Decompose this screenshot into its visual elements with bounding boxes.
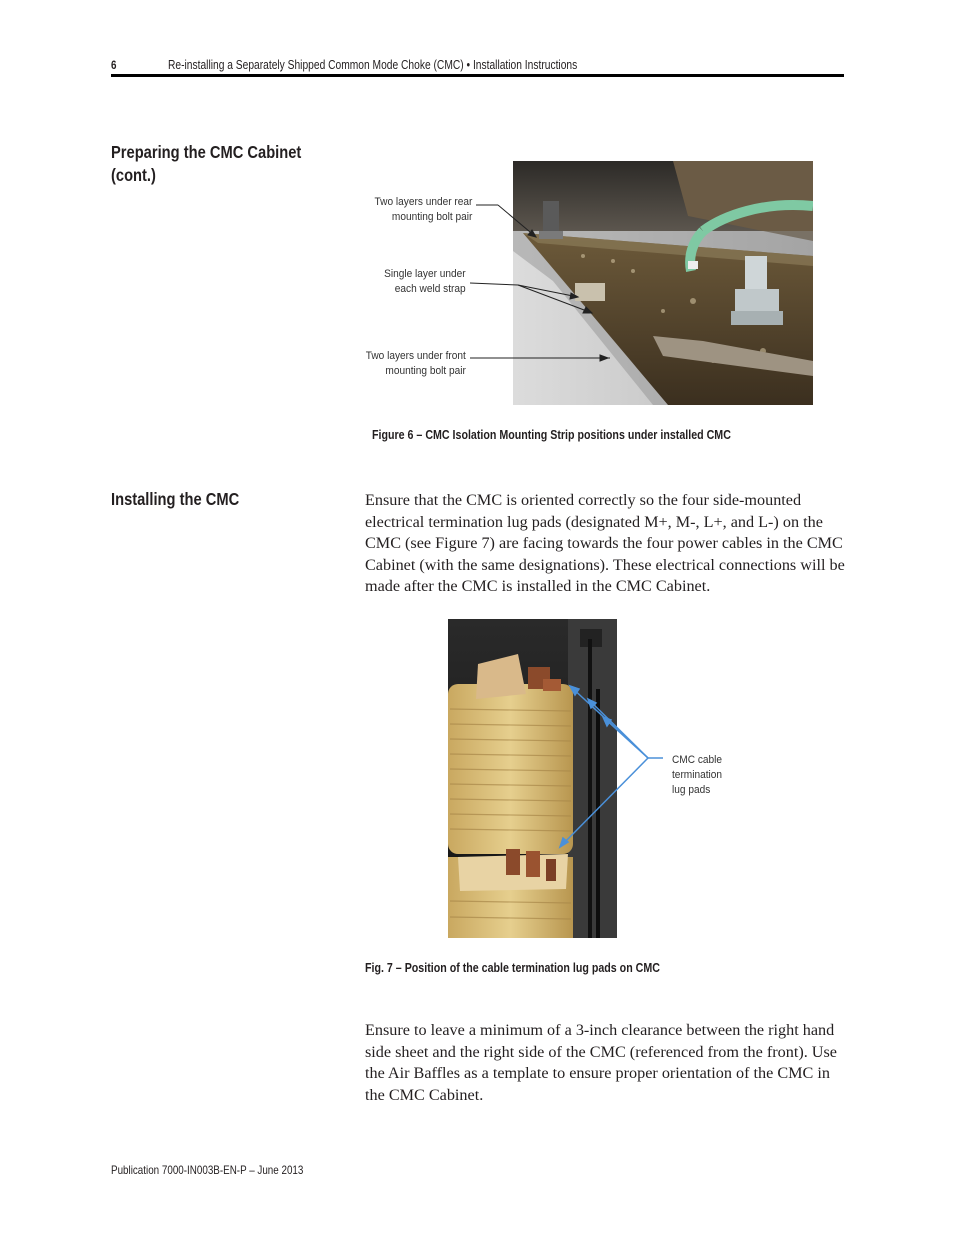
page-number: 6 <box>111 58 117 72</box>
header-rule <box>111 74 844 77</box>
figure-7-caption: Fig. 7 – Position of the cable termination lug pads on CMC <box>365 960 660 975</box>
callout-lug-line-2: termination <box>672 769 723 781</box>
callout-lug-line-3: lug pads <box>672 784 711 796</box>
section-heading-preparing <box>111 141 301 187</box>
callout-lug-line-1: CMC cable <box>672 754 723 766</box>
callout-weld-line-1: Single layer under <box>384 268 466 280</box>
heading-line-2: (cont.) <box>111 165 156 185</box>
installing-paragraph-orientation: Ensure that the CMC is oriented correctly so the four side-mounted electrical termination lug pads (designated M+, M-, L+, and L-) on the CMC (see Figure 7) are facing towards the four power cables in the CMC Cabinet (with the same designations). These electrical connections will be made after the CMC is installed in the CMC Cabinet. <box>365 491 845 596</box>
running-header-title: Re-installing a Separately Shipped Common Mode Choke (CMC) • Installation Instructions <box>168 58 578 72</box>
callout-rear-bolts <box>374 195 472 225</box>
heading-line-1: Preparing the CMC Cabinet <box>111 142 302 162</box>
section-heading-installing: Installing the CMC <box>111 489 240 509</box>
callout-weld-line-2: each weld strap <box>395 283 466 295</box>
callout-rear-line-2: mounting bolt pair <box>391 211 472 223</box>
installing-paragraph-clearance: Ensure to leave a minimum of a 3-inch clearance between the right hand side sheet and the right side of the CMC (referenced from the front). Use the Air Baffles as a template to ensure proper orientation of the CMC in the CMC Cabinet. <box>365 1021 837 1104</box>
footer-publication: Publication 7000-IN003B-EN-P – June 2013 <box>111 1163 304 1177</box>
callout-front-line-1: Two layers under front <box>365 350 466 362</box>
callout-lug-pads <box>672 753 722 798</box>
figure-6-caption: Figure 6 – CMC Isolation Mounting Strip positions under installed CMC <box>372 427 731 442</box>
figure-7-arrows <box>448 619 678 938</box>
figure-6-leader-lines <box>470 195 610 375</box>
callout-front-bolts <box>366 349 466 379</box>
callout-front-line-2: mounting bolt pair <box>385 365 466 377</box>
callout-rear-line-1: Two layers under rear <box>374 196 472 208</box>
callout-weld-strap <box>384 267 466 297</box>
